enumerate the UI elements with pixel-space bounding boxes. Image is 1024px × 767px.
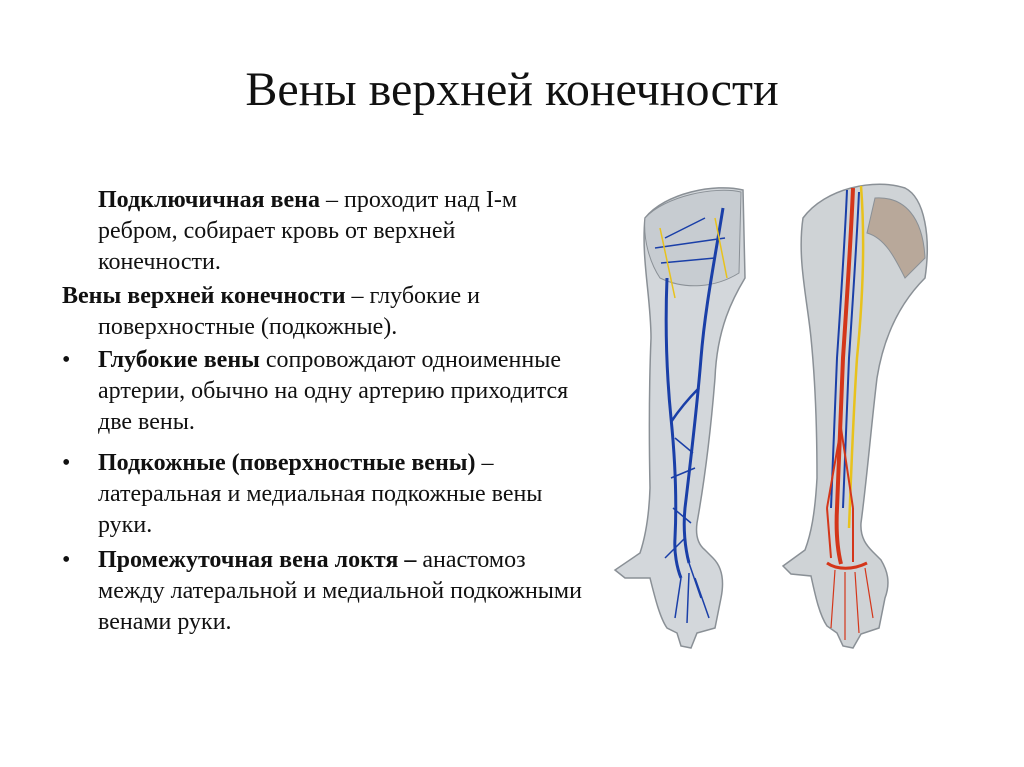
median-cubital-vein-text: анастомоз между латеральной и медиальной подкожными венами руки. bbox=[98, 547, 582, 635]
bullet-marker: • bbox=[62, 547, 71, 573]
upper-limb-veins-paragraph bbox=[62, 281, 626, 343]
bullet-deep-veins bbox=[62, 345, 592, 438]
bullet-median-cubital-vein bbox=[62, 545, 592, 638]
arm-superficial-veins-figure bbox=[615, 188, 745, 648]
subclavian-vein-term: Подключичная вена bbox=[98, 187, 320, 213]
median-cubital-vein-term: Промежуточная вена локтя – bbox=[98, 547, 417, 573]
arm-veins-illustration bbox=[605, 178, 945, 678]
bullet-marker: • bbox=[62, 347, 71, 373]
arm-deep-vessels-figure bbox=[783, 184, 927, 648]
subclavian-vein-text: – проходит над I-м ребром, собирает кровь от верхней конечности. bbox=[98, 187, 518, 275]
subclavian-vein-paragraph bbox=[98, 185, 578, 278]
deep-veins-term: Глубокие вены bbox=[98, 347, 260, 373]
deep-veins-text: сопровождают одноименные артерии, обычно на одну артерию приходится две вены. bbox=[98, 347, 569, 435]
superficial-veins-text: – латеральная и медиальная подкожные вены руки. bbox=[98, 450, 543, 538]
superficial-veins-term: Подкожные (поверхностные вены) bbox=[98, 450, 476, 476]
upper-limb-veins-text: – глубокие и поверхностные (подкожные). bbox=[98, 283, 481, 340]
bullet-superficial-veins bbox=[62, 448, 592, 541]
upper-limb-veins-term: Вены верхней конечности bbox=[62, 283, 346, 309]
slide-title: Вены верхней конечности bbox=[245, 63, 779, 116]
bullet-marker: • bbox=[62, 450, 71, 476]
